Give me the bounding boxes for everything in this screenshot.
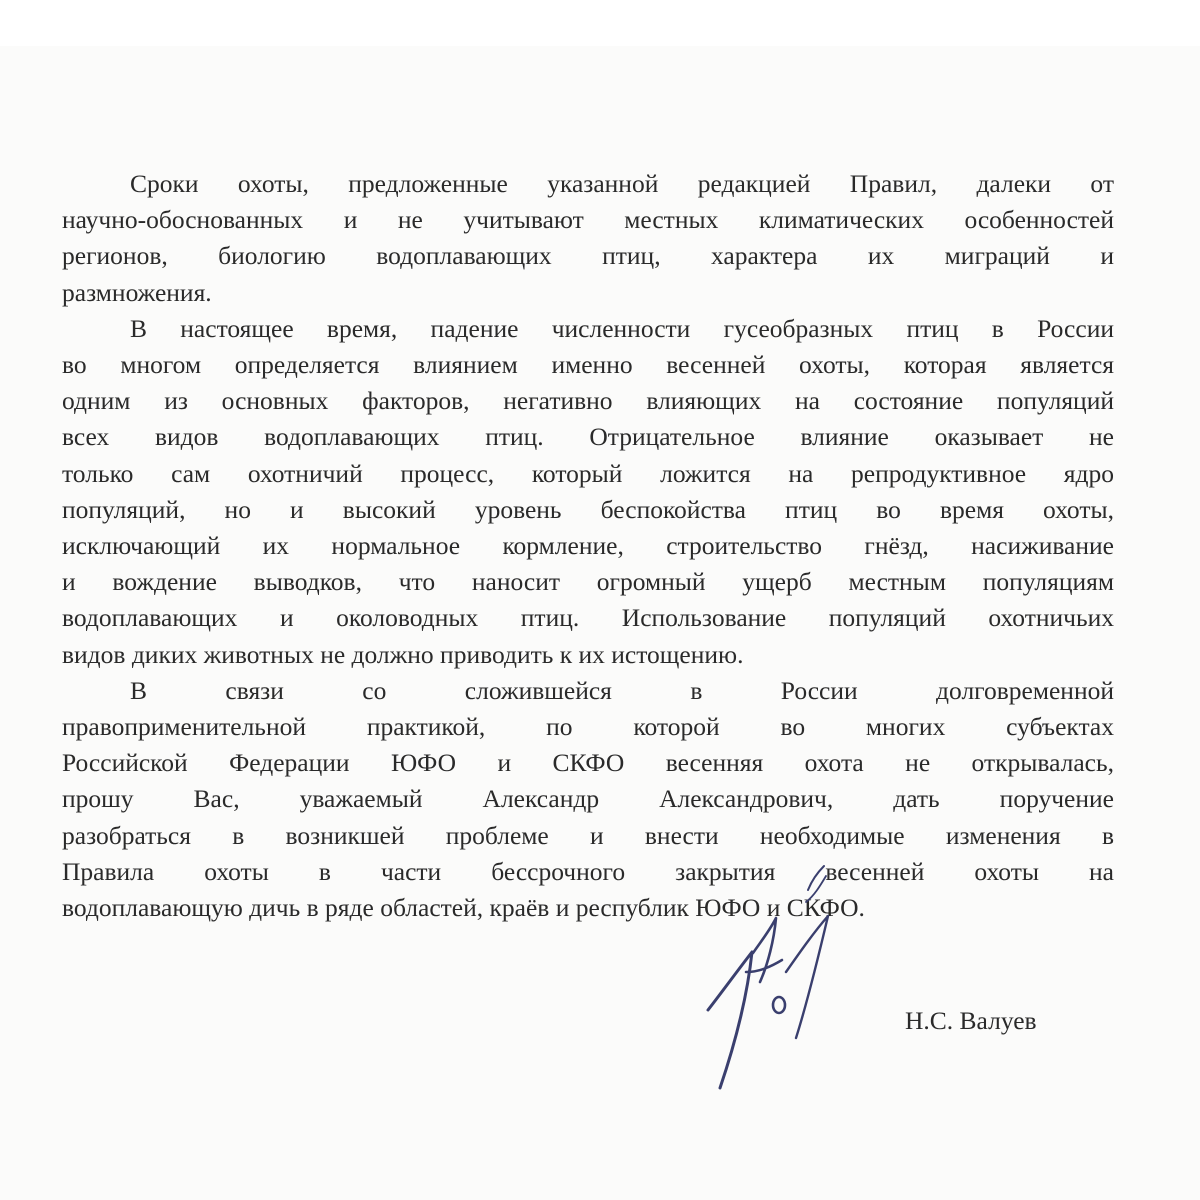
text-line: Правила охоты в части бессрочного закрытия весенней охоты на bbox=[62, 856, 1114, 886]
page-top-margin bbox=[0, 0, 1200, 46]
signatory-name: Н.С. Валуев bbox=[905, 1006, 1037, 1035]
text-line: Российской Федерации ЮФО и СКФО весенняя охота не открывалась, bbox=[62, 748, 1114, 778]
text-line: регионов, биологию водоплавающих птиц, характера их миграций и bbox=[62, 241, 1114, 271]
text-line: В настоящее время, падение численности гусеобразных птиц в России bbox=[130, 313, 1114, 343]
signature-strokes bbox=[708, 866, 828, 1088]
text-line: популяций, но и высокий уровень беспокойства птиц во время охоты, bbox=[62, 494, 1114, 524]
text-line: научно-обоснованных и не учитывают местных климатических особенностей bbox=[62, 205, 1114, 235]
handwritten-signature bbox=[690, 860, 840, 1100]
text-line: только сам охотничий процесс, который ложится на репродуктивное ядро bbox=[62, 458, 1114, 488]
text-line: Сроки охоты, предложенные указанной редакцией Правил, далеки от bbox=[130, 169, 1114, 198]
text-line: водоплавающую дичь в ряде областей, краёв и республик ЮФО и СКФО. bbox=[62, 893, 865, 923]
paragraph-2 bbox=[62, 311, 1114, 673]
text-line: исключающий их нормальное кормление, строительство гнёзд, насиживание bbox=[62, 531, 1114, 561]
letter-body bbox=[62, 166, 1114, 926]
text-line: В связи со сложившейся в России долговременной bbox=[130, 675, 1114, 705]
text-line: и вождение выводков, что наносит огромный ущерб местным популяциям bbox=[62, 567, 1114, 597]
text-line: всех видов водоплавающих птиц. Отрицательное влияние оказывает не bbox=[62, 422, 1114, 452]
text-line: видов диких животных не должно приводить к их истощению. bbox=[62, 639, 744, 669]
text-line: прошу Вас, уважаемый Александр Александрович, дать поручение bbox=[62, 784, 1114, 814]
text-line: правоприменительной практикой, по которой во многих субъектах bbox=[62, 712, 1114, 742]
text-line: во многом определяется влиянием именно весенней охоты, которая является bbox=[62, 350, 1114, 380]
text-line: одним из основных факторов, негативно влияющих на состояние популяций bbox=[62, 386, 1114, 416]
text-line: разобраться в возникшей проблеме и внести необходимые изменения в bbox=[62, 820, 1114, 850]
paragraph-3 bbox=[62, 673, 1114, 926]
text-line: водоплавающих и околоводных птиц. Использование популяций охотничьих bbox=[62, 603, 1114, 633]
paragraph-1 bbox=[62, 166, 1114, 311]
text-line: размножения. bbox=[62, 277, 212, 307]
